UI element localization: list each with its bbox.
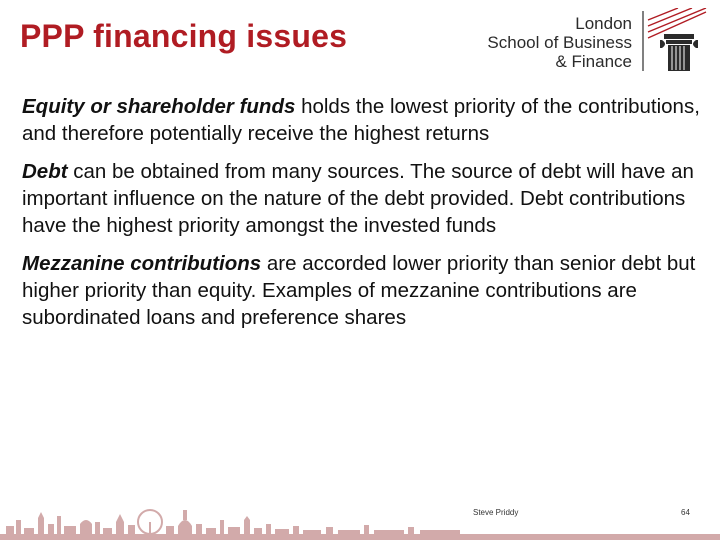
text-mezzanine: are accorded lower priority than senior debt but higher priority than equity. Examples of mezzanine contributions are subordinated loans and preference shares — [22, 252, 696, 329]
logo-text — [487, 14, 632, 71]
logo-line-finance: & Finance — [555, 52, 632, 71]
term-mezzanine: Mezzanine contributions — [22, 252, 262, 275]
logo-line-school: School of Business — [487, 33, 632, 52]
logo-line-london: London — [575, 14, 632, 33]
term-debt: Debt — [22, 160, 68, 183]
lsbf-logo — [487, 8, 712, 74]
text-debt: can be obtained from many sources. The source of debt will have an important influence on the nature of the debt provided. Debt contributions have the highest priority amongst the invested funds — [22, 160, 694, 237]
text-equity: holds the lowest priority of the contributions, and therefore potentially receive the highest returns — [22, 95, 700, 145]
paragraph-debt — [22, 158, 702, 239]
paragraph-equity — [22, 93, 702, 147]
slide-title: PPP financing issues — [20, 18, 348, 54]
paragraph-mezzanine — [22, 250, 702, 331]
london-skyline-decoration — [0, 490, 720, 540]
footer-author: Steve Priddy — [473, 508, 519, 517]
term-equity: Equity or shareholder funds — [22, 95, 296, 118]
page-number: 64 — [681, 508, 690, 517]
slide-body — [22, 93, 702, 342]
column-logo-icon — [640, 8, 712, 74]
